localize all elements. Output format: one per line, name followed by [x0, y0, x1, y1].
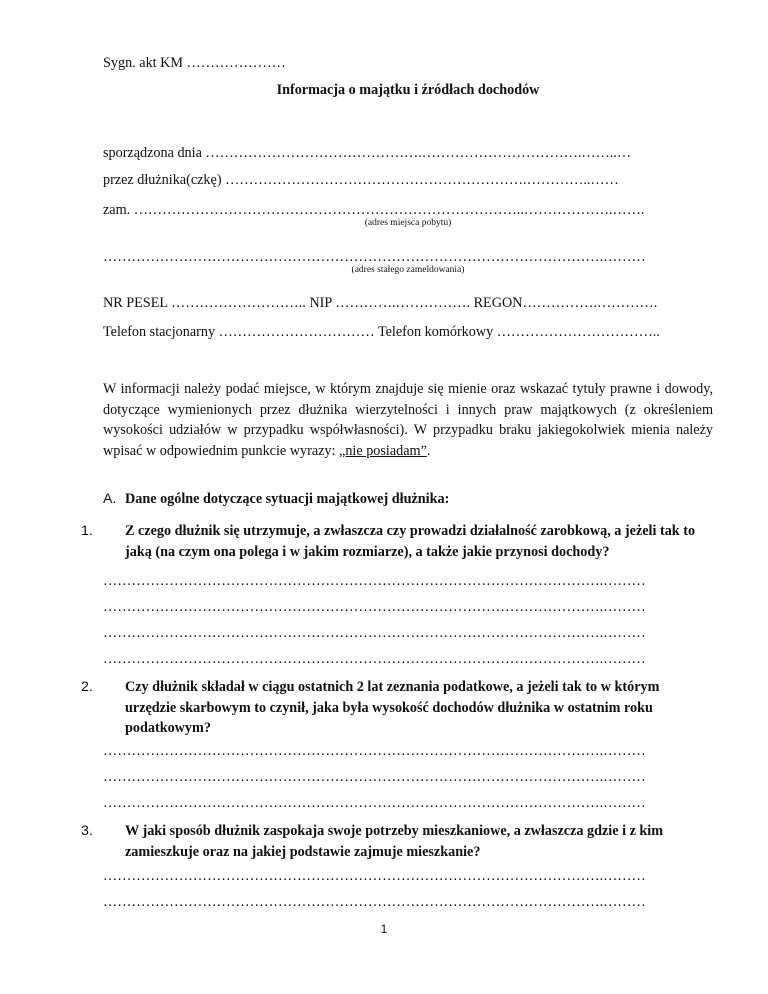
instructions-text: W informacji należy podać miejsce, w którym znajduje się mienie oraz wskazać tytuły prawne i dowody, dotyczące wymienionych przez dłużnika wierzytelności i innych praw majątkowych (z określeniem wysokości udziałów w przypadku współwłasności). W przypadku braku jakiegokolwiek mienia należy wpisać w odpowiednim punkcie wyrazy: [103, 381, 713, 459]
document-title: Informacja o majątku i źródłach dochodów [276, 82, 540, 98]
answer-line[interactable]: …………………………………………………………………………………………….……… [103, 795, 646, 811]
answer-line[interactable]: …………………………………………………………………………………………….……… [103, 743, 646, 759]
question-number: 2. [81, 679, 93, 695]
section-a-heading [103, 490, 713, 508]
question-number: 1. [81, 523, 93, 539]
date-field[interactable]: sporządzona dnia ……………………………………….…………………………….……..… [103, 145, 632, 161]
question-text: Z czego dłużnik się utrzymuje, a zwłaszcza czy prowadzi działalność zarobkową, a jeżeli tak to jaką (na czym ona polega i w jakim rozmiarze), a także jakie przynosi dochody? [125, 523, 696, 560]
phones-field[interactable]: Telefon stacjonarny …………………………… Telefon komórkowy …………………………….. [103, 324, 660, 340]
question-2 [81, 677, 713, 739]
residence-address-field[interactable]: zam. ………………………………………………………………………..……………….……. [103, 202, 645, 218]
section-a-title: Dane ogólne dotyczące sytuacji majątkowej dłużnika: [125, 491, 450, 507]
section-a-marker: A. [103, 491, 117, 507]
answer-line[interactable]: …………………………………………………………………………………………….……… [103, 894, 646, 910]
answer-line[interactable]: …………………………………………………………………………………………….……… [103, 651, 646, 667]
answer-line[interactable]: …………………………………………………………………………………………….……… [103, 625, 646, 641]
answer-line[interactable]: …………………………………………………………………………………………….……… [103, 573, 646, 589]
permanent-address-hint: (adres stałego zameldowania) [351, 265, 465, 275]
instructions-paragraph [103, 379, 713, 461]
debtor-name-field[interactable]: przez dłużnika(czkę) ……………………………………………………….…………..…… [103, 172, 619, 188]
answer-line[interactable]: …………………………………………………………………………………………….……… [103, 599, 646, 615]
answer-line[interactable]: …………………………………………………………………………………………….……… [103, 868, 646, 884]
question-text: W jaki sposób dłużnik zaspokaja swoje potrzeby mieszkaniowe, a zwłaszcza gdzie i z kim zamieszkuje oraz na jakiej podstawie zajmuje mieszkanie? [125, 823, 664, 860]
instructions-end: . [426, 442, 431, 459]
ids-field[interactable]: NR PESEL ……………………….. NIP ………….……………. REGON…………….…………. [103, 295, 658, 311]
question-text: Czy dłużnik składał w ciągu ostatnich 2 lat zeznania podatkowe, a jeżeli tak to w którym urzędzie skarbowym to czynił, jaka była wysokość dochodów dłużnika w ostatnim roku podatkowym? [125, 679, 660, 736]
case-reference[interactable]: Sygn. akt KM ………………… [103, 55, 286, 71]
instructions-quote: „nie posiadam” [339, 442, 427, 459]
answer-line[interactable]: …………………………………………………………………………………………….……… [103, 769, 646, 785]
question-number: 3. [81, 823, 93, 839]
residence-address-hint: (adres miejsca pobytu) [364, 218, 452, 228]
question-3 [81, 821, 713, 862]
permanent-address-field[interactable]: …………………………………………………………………………………………….……… [103, 249, 646, 265]
page-number: 1 [380, 922, 388, 936]
question-1 [81, 521, 713, 562]
